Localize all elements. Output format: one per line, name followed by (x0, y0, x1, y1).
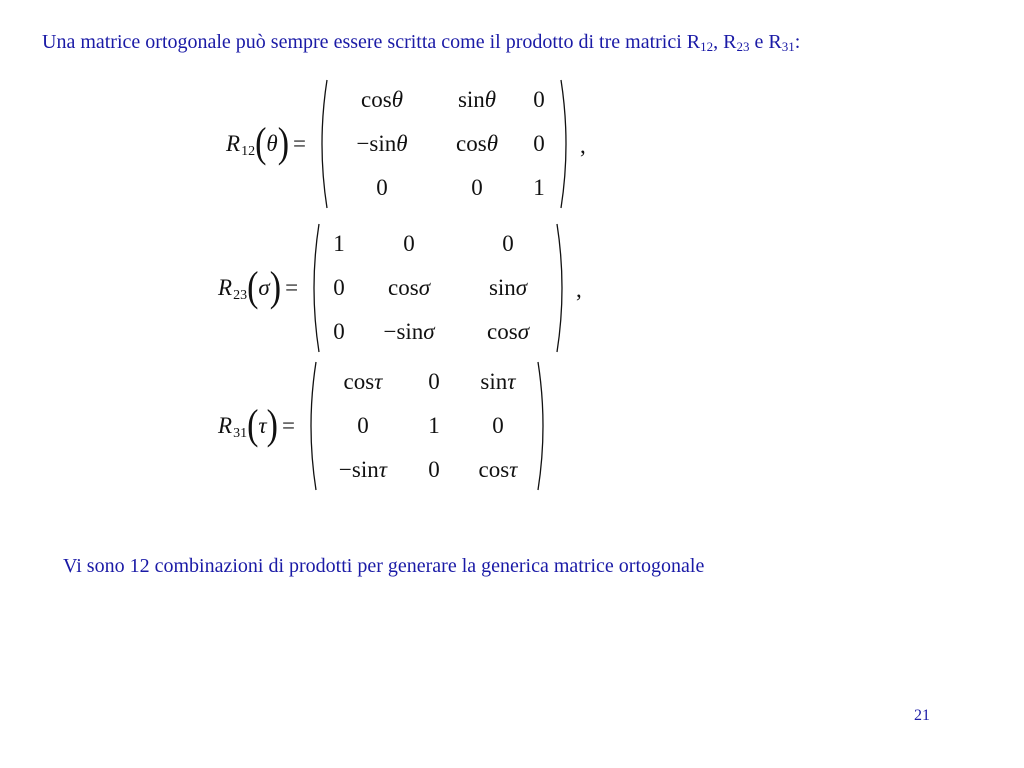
matrix-r23 (306, 222, 570, 354)
matrix-cell: 0 (502, 231, 514, 256)
matrix-cell: sinτ (480, 369, 516, 394)
intro-end: : (794, 31, 801, 53)
equation-r12 (226, 78, 586, 210)
left-bracket (303, 360, 319, 492)
close-paren: ) (266, 402, 278, 449)
matrix-cell: sinσ (488, 275, 528, 300)
intro-main: Una matrice ortogonale può sempre essere scritta come il prodotto di tre matrici R (42, 31, 701, 53)
right-bracket (535, 360, 551, 492)
open-paren: ( (247, 402, 259, 449)
left-bracket (314, 78, 330, 210)
trailing-comma: , (576, 277, 582, 302)
matrix-name: R (218, 413, 233, 438)
intro-sub-23: 23 (736, 39, 750, 54)
intro-text (42, 28, 987, 56)
open-paren: ( (255, 120, 267, 167)
matrix-cell: 0 (403, 231, 415, 256)
matrix-cell: 0 (471, 175, 483, 200)
right-bracket (554, 222, 570, 354)
matrix-cell: cosθ (456, 131, 498, 156)
note-text: Vi sono 12 combinazioni di prodotti per generare la generica matrice ortogonale (63, 555, 705, 577)
left-bracket (306, 222, 322, 354)
right-bracket (558, 78, 574, 210)
intro-sub-31: 31 (781, 39, 795, 54)
matrix-subscript: 23 (233, 288, 248, 303)
matrix-cell: 0 (333, 319, 345, 344)
equation-r23 (218, 222, 582, 354)
matrix-cell: cosσ (388, 275, 431, 300)
matrix-arg: θ (266, 131, 278, 156)
matrix-cell: 1 (533, 175, 545, 200)
equals-sign: = (285, 275, 299, 300)
matrix-name: R (226, 131, 241, 156)
equals-sign: = (281, 413, 295, 438)
matrix-grid (319, 360, 535, 492)
matrix-arg: σ (258, 275, 270, 300)
intro-sub-12: 12 (700, 39, 714, 54)
equation-r31 (218, 360, 557, 492)
matrix-arg: τ (258, 413, 267, 438)
matrix-cell: −sinτ (338, 457, 387, 482)
matrix-cell: 1 (333, 231, 345, 256)
matrix-r12 (314, 78, 574, 210)
matrix-cell: 0 (376, 175, 388, 200)
intro-sep-1: , R (713, 31, 737, 53)
trailing-comma: , (580, 133, 586, 158)
lhs-r12 (226, 120, 314, 167)
matrix-cell: cosτ (478, 457, 518, 482)
matrix-grid (330, 78, 558, 210)
lhs-r31 (218, 402, 303, 449)
equals-sign: = (293, 131, 307, 156)
matrix-grid (322, 222, 554, 354)
matrix-cell: sinθ (457, 87, 497, 112)
intro-sep-2: e R (749, 31, 782, 53)
matrix-cell: 0 (428, 369, 440, 394)
matrix-cell: 0 (533, 87, 545, 112)
open-paren: ( (247, 264, 259, 311)
matrix-subscript: 12 (241, 144, 256, 159)
matrix-r31 (303, 360, 551, 492)
matrix-cell: 0 (357, 413, 369, 438)
lhs-r23 (218, 264, 306, 311)
matrix-cell: cosσ (487, 319, 530, 344)
page-number: 21 (914, 707, 930, 724)
matrix-cell: −sinθ (356, 131, 408, 156)
matrix-cell: 0 (333, 275, 345, 300)
matrix-cell: cosθ (361, 87, 403, 112)
close-paren: ) (277, 120, 290, 167)
matrix-subscript: 31 (233, 426, 248, 441)
matrix-name: R (218, 275, 233, 300)
matrix-cell: 0 (428, 457, 440, 482)
matrix-cell: −sinσ (383, 319, 435, 344)
matrix-cell: 1 (428, 413, 440, 438)
matrix-cell: 0 (492, 413, 504, 438)
matrix-cell: 0 (533, 131, 545, 156)
close-paren: ) (269, 264, 282, 311)
matrix-cell: cosτ (343, 369, 383, 394)
